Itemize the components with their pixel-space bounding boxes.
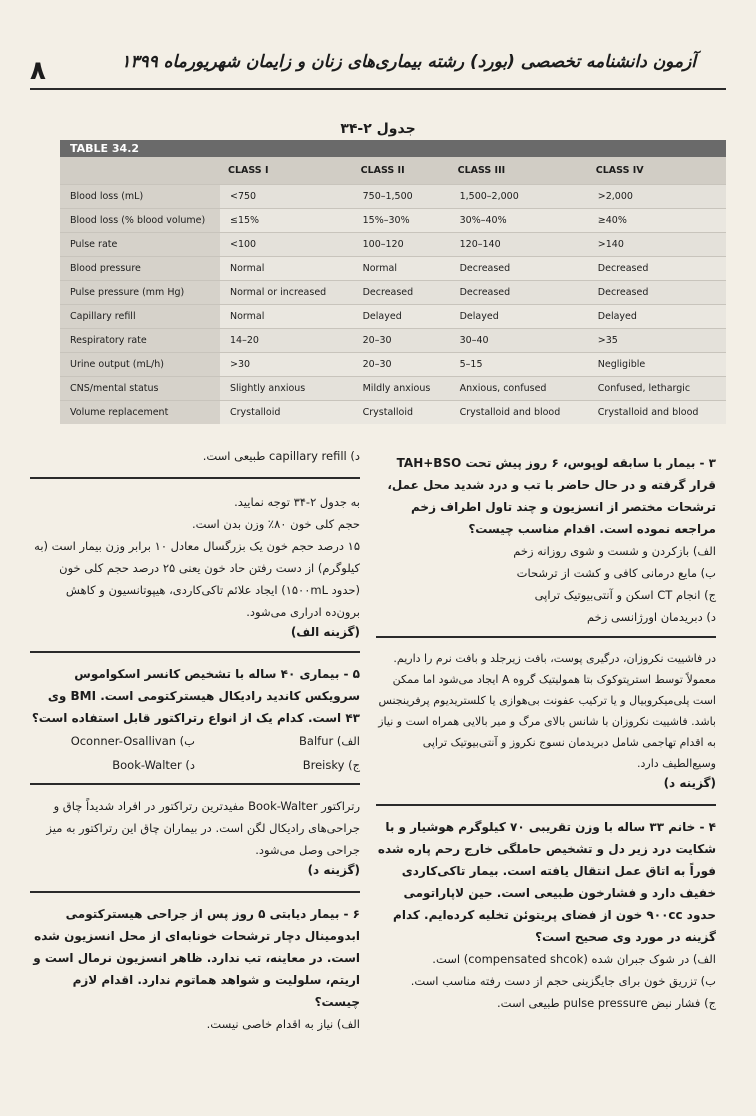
table-row-header: Capillary refill [60,305,220,329]
table-cell: 15%–30% [353,209,450,233]
table-cell: >140 [588,233,726,257]
question-5-stem: ۵ - بیماری ۴۰ ساله با تشخیص کانسر اسکواموس سرویکس کاندید رادیکال هیسترکتومی است. BMI وی ۴۳ است. کدام یک از انواع رتراکتور قابل استفاده است؟ [31,667,360,725]
question-5-answer: (گزینه د) [307,863,360,877]
table-cell: 5–15 [450,353,588,377]
table-cell: Slightly anxious [220,377,353,401]
table-cell: >30 [220,353,353,377]
table-row-header: CNS/mental status [60,377,220,401]
data-table [60,157,726,424]
table-cell: 14–20 [220,329,353,353]
section-divider [30,891,360,893]
question-3-option: ب) مایع درمانی کافی و کشت از ترشحات [516,566,716,580]
table-cell: Crystalloid and blood [588,401,726,425]
table-header-cell: CLASS IV [588,157,726,185]
table-row-header: Blood pressure [60,257,220,281]
question-4-option: د) capillary refill طبیعی است. [202,449,360,463]
table-cell: Normal [353,257,450,281]
table-cell: Delayed [353,305,450,329]
table-row [60,233,726,257]
hemorrhage-class-table [60,140,726,418]
table-cell: ≤15% [220,209,353,233]
question-4-explanation-line: به جدول ۲-۳۴ توجه نمایید. [234,495,360,509]
table-row-header: Volume replacement [60,401,220,425]
table-header-cell: CLASS I [220,157,353,185]
table-cell: 20–30 [353,353,450,377]
table-header-row [60,157,726,185]
table-row [60,281,726,305]
question-4-explanation-line: ۱۵ درصد حجم خون یک بزرگسال معادل ۱۰ برابر وزن بیمار است (به کیلوگرم) از دست رفتن حاد خون یعنی ۲۵ درصد حجم کلی خون (حدود ۱۵۰۰mL) ایجاد علائم تاکی‌کاردی، هیپوتانسیون و کاهش برون‌ده ادراری می‌شود. [34,539,360,619]
table-caption: جدول ۲-۳۴ [340,121,416,137]
table-cell: Delayed [450,305,588,329]
table-cell: Negligible [588,353,726,377]
table-row [60,353,726,377]
table-cell: Decreased [588,281,726,305]
table-cell: 1,500–2,000 [450,185,588,209]
table-cell: Crystalloid [220,401,353,425]
question-5-option: الف) Balfur [299,734,360,748]
section-divider [30,783,360,785]
table-cell: Decreased [450,257,588,281]
table-cell: <100 [220,233,353,257]
table-row-header: Respiratory rate [60,329,220,353]
table-cell: Normal [220,257,353,281]
table-cell: Normal or increased [220,281,353,305]
question-3-option: الف) بازکردن و شست و شوی روزانه زخم [513,544,716,558]
table-cell: 100–120 [353,233,450,257]
table-cell: 30%–40% [450,209,588,233]
header-divider [30,88,726,90]
table-cell: <750 [220,185,353,209]
table-cell: >2,000 [588,185,726,209]
table-cell: Crystalloid and blood [450,401,588,425]
question-5-option: ب) Oconner-Osallivan [70,734,195,748]
table-row-header: Blood loss (mL) [60,185,220,209]
question-3-answer: (گزینه د) [663,776,716,790]
table-row [60,401,726,425]
question-4-option: ب) تزریق خون برای جایگزینی حجم از دست رفته مناسب است. [410,974,716,988]
question-5-options [30,729,360,777]
question-4-option: الف) در شوک جبران شده (compensated shcok) است. [432,952,716,966]
question-3-explanation: در فاشییت نکروزان، درگیری پوست، بافت زیرجلد و بافت نرم را داریم. معمولاً توسط استرپتوکوک بتا همولیتیک گروه A ایجاد می‌شود اما ممکن است پلی‌میکروبیال و یا ترکیب عفونت بی‌هوازی یا کلستریدیوم پرفرینجنس باشد. فاشییت نکروزان با شانس بالای مرگ و میر بالایی همراه است و نیاز به اقدام تهاجمی شامل دبریدمان نسوج نکروز و آنتی‌بیوتیک تراپی وسیع‌الطیف دارد. [378,652,716,770]
table-cell: Mildly anxious [353,377,450,401]
table-header-cell [60,157,220,185]
table-cell: Normal [220,305,353,329]
page-number: ۸ [30,56,46,86]
question-3-stem: ۳ - بیمار با سابقه لوپوس، ۶ روز پیش تحت TAH+BSO قرار گرفته و در حال حاضر با تب و درد شدید محل عمل، ترشحات مختصر از انسزیون و چند تاول اطراف زخم مراجعه نموده است. اقدام مناسب چیست؟ [387,456,716,536]
question-5-option: ج) Breisky [302,758,360,772]
question-5-option: د) Book-Walter [112,758,195,772]
table-cell: ≥40% [588,209,726,233]
question-4-stem: ۴ - خانم ۳۳ ساله با وزن تقریبی ۷۰ کیلوگرم هوشیار و با شکایت درد زیر دل و تشخیص حاملگی خارج رحم پاره شده فوراً به اتاق عمل انتقال یافته است. بیمار تاکی‌کاردی خفیف دارد و فشارخون طبیعی است. حین لاپاراتومی حدود ۹۰۰cc خون از فضای پریتوئن تخلیه کرده‌ایم. کدام گزینه در مورد وی صحیح است؟ [377,820,716,944]
table-cell: Crystalloid [353,401,450,425]
table-row [60,329,726,353]
table-row-header: Blood loss (% blood volume) [60,209,220,233]
table-cell: 30–40 [450,329,588,353]
right-column [376,452,716,1014]
table-row [60,257,726,281]
section-divider [376,804,716,806]
question-4-option: ج) فشار نبض pulse pressure طبیعی است. [497,996,716,1010]
question-3-option: د) دبریدمان اورژانسی زخم [587,610,716,624]
section-divider [30,477,360,479]
table-body [60,185,726,425]
table-label: TABLE 34.2 [60,140,726,157]
question-5-explanation: رتراکتور Book-Walter مفیدترین رتراکتور در افراد شدیداً چاق و جراحی‌های رادیکال لگن است. در بیماران چاق این رتراکتور به میز جراحی وصل می‌شود. [46,799,360,857]
table-row [60,209,726,233]
table-row-header: Pulse pressure (mm Hg) [60,281,220,305]
table-cell: 120–140 [450,233,588,257]
question-3-option: ج) انجام CT اسکن و آنتی‌بیوتیک تراپی [534,588,716,602]
exam-header: آزمون دانشنامه تخصصی (بورد) رشته بیماری‌های زنان و زایمان شهریورماه ۱۳۹۹ [121,52,696,72]
table-cell: Decreased [353,281,450,305]
question-4-answer: (گزینه الف) [290,625,360,639]
table-row [60,185,726,209]
left-column [30,445,360,1035]
question-4-explanation-line: حجم کلی خون ۸۰٪ وزن بدن است. [191,517,360,531]
section-divider [376,636,716,638]
section-divider [30,651,360,653]
table-row [60,377,726,401]
table-cell: Delayed [588,305,726,329]
table-header-cell: CLASS III [450,157,588,185]
table-row-header: Pulse rate [60,233,220,257]
table-cell: 20–30 [353,329,450,353]
table-header-cell: CLASS II [353,157,450,185]
question-6-option: الف) نیاز به اقدام خاصی نیست. [206,1017,360,1031]
table-cell: 750–1,500 [353,185,450,209]
table-cell: Decreased [588,257,726,281]
table-row [60,305,726,329]
table-cell: >35 [588,329,726,353]
table-cell: Decreased [450,281,588,305]
table-row-header: Urine output (mL/h) [60,353,220,377]
table-cell: Anxious, confused [450,377,588,401]
question-6-stem: ۶ - بیمار دیابتی ۵ روز پس از جراحی هیسترکتومی ابدومینال دچار ترشحات خونابه‌ای از محل انسزیون شده است. در معاینه، تب ندارد. ظاهر انسزیون نرمال است و اریتم، سلولیت و شواهد هماتوم ندارد. اقدام لازم چیست؟ [33,907,360,1009]
table-cell: Confused, lethargic [588,377,726,401]
